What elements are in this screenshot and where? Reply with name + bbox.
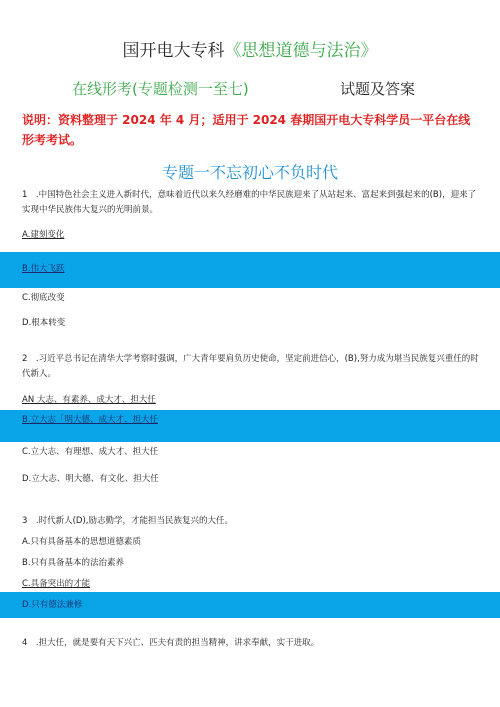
q1-option-c: C.彻底改变 [22,293,65,303]
subtitle-right: 试题及答案 [340,80,416,98]
q3-option-a: A.只有具备基本的思想道德素质 [22,537,141,547]
q3-option-c: C.具备突出的才能 [22,579,91,589]
q3-answer-highlight [0,592,500,618]
q1-option-a: A.建刻变化 [22,230,65,240]
title-course: 《思想道德与法治》 [224,41,378,61]
subtitle-left: 在线形考(专题检测一至七) [72,80,249,98]
document-title [0,36,500,61]
q2-option-b: B.立大志「明大德、成大才、担大任 [22,415,159,425]
q1-option-b: B.伟大飞跃 [22,264,65,274]
section-title: 专题一不忘初心不负时代 [161,163,338,182]
note-text: 说明：资料整理于 2024 年 4 月；适用于 2024 春期国开电大专科学员一平台在线形考考试。 [22,113,471,147]
question-3-text: 3 .时代新人(D),励志勤学，才能担当民族复兴的大任。 [22,516,233,526]
q3-option-b: B.只有具备基本的法治素养 [22,558,125,568]
q2-option-c: C.立大志、有理想、成大才、担大任 [22,447,159,457]
title-prefix: 国开电大专科 [122,41,225,61]
question-2-text: 2 .习近平总书记在清华大学考察时强调，广大青年要肩负历史使命，坚定前进信心，(B),努力成为堪当民族复兴重任的时代新人。 [22,354,479,379]
q1-option-d: D.根本转变 [22,318,66,328]
q1-answer-highlight [0,252,500,288]
q2-option-a: AN 大志、有素养、成大才、担大任 [22,395,156,405]
question-4-text: 4 .担大任，就是要有天下兴亡、匹夫有责的担当精神，讲求奉献，实干进取。 [22,638,320,648]
q3-option-d: D.只有德法兼修 [22,600,83,610]
q2-answer-highlight [0,410,500,442]
question-1-text: 1 .中国特色社会主义进入新时代，意味着近代以来久经磨难的中华民族迎来了从站起来、富起来到强起来的(B)，迎来了实现中华民族伟大复兴的光明前景。 [22,190,477,215]
q2-option-d: D.立大志、明大德、有文化、担大任 [22,474,159,484]
